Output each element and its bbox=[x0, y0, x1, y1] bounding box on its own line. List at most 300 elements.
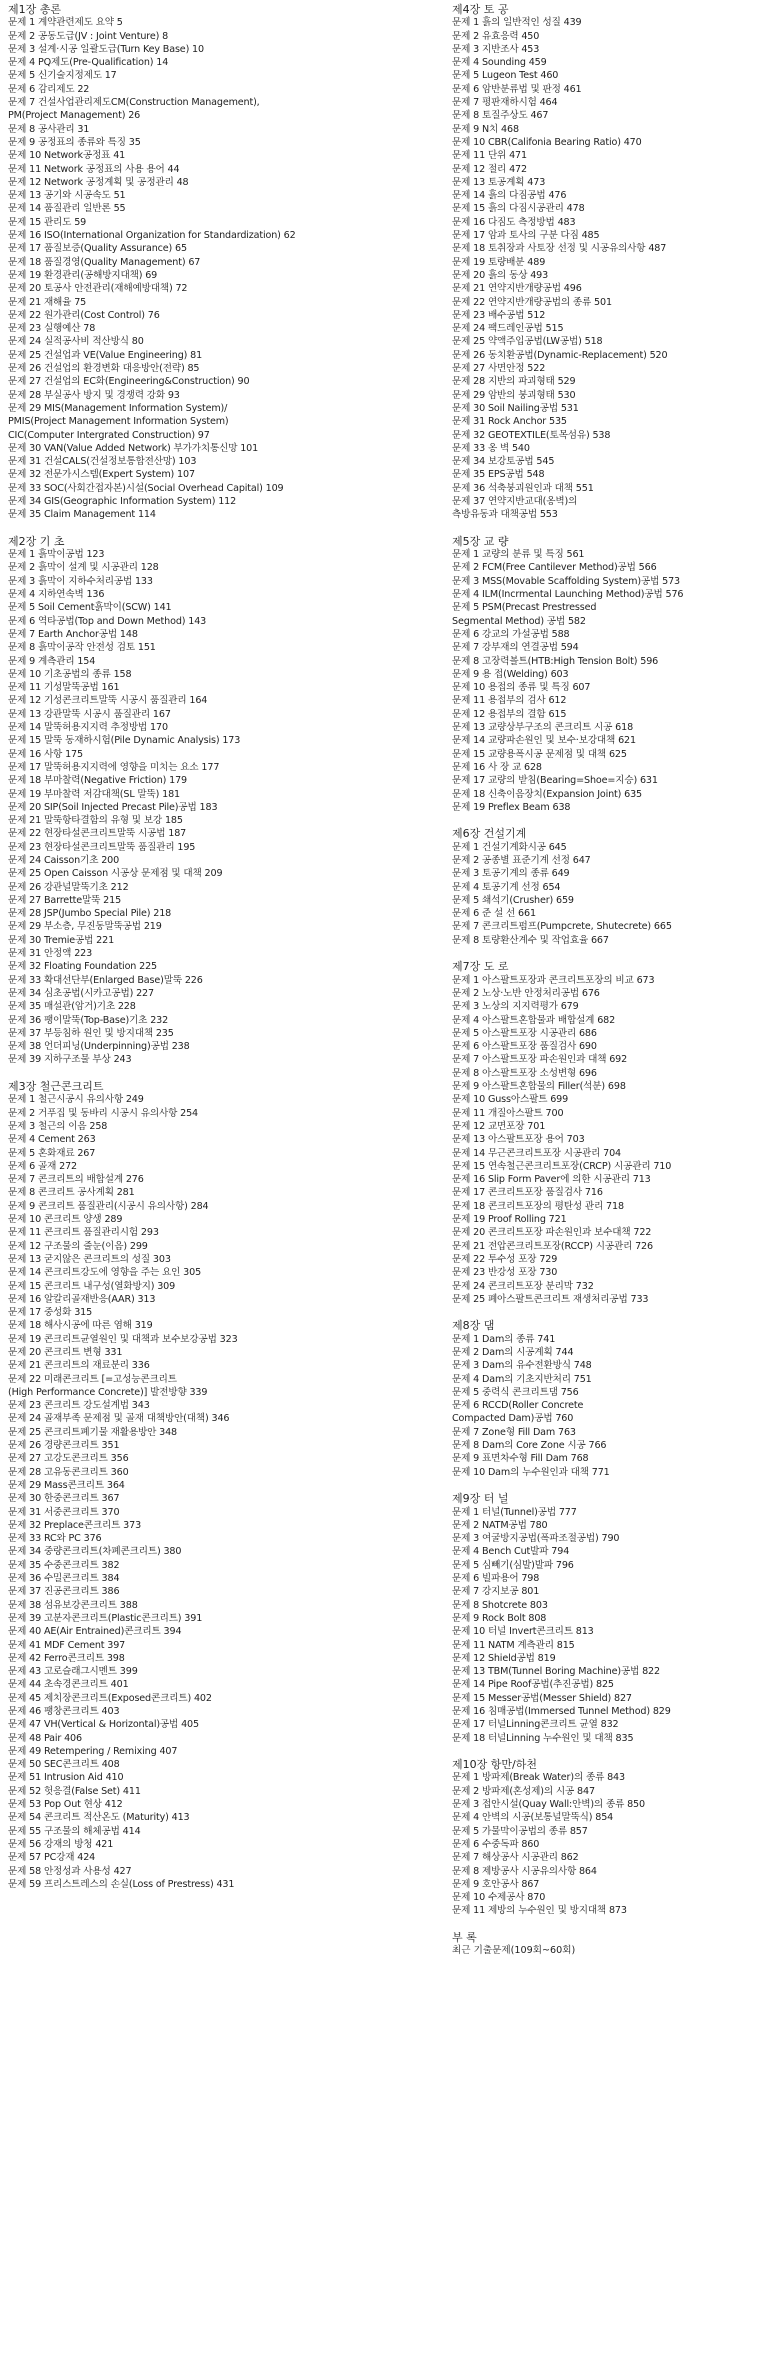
problem-entry: 문제 8 흙막이공작 안전성 검토 151 bbox=[8, 642, 156, 654]
problem-entry: 문제 14 무근콘크리트포장 시공관리 704 bbox=[452, 1147, 622, 1159]
problem-entry: 문제 8 Shotcrete 803 bbox=[452, 1599, 548, 1611]
problem-entry: 문제 9 표면차수형 Fill Dam 768 bbox=[452, 1453, 589, 1465]
problem-entry: 문제 1 방파제(Break Water)의 종류 843 bbox=[452, 1772, 625, 1784]
problem-entry: 문제 9 아스팔트혼합물의 Filler(석분) 698 bbox=[452, 1081, 626, 1093]
problem-entry: 문제 56 강재의 방청 421 bbox=[8, 1838, 114, 1850]
problem-entry: 문제 6 강교의 가설공법 588 bbox=[452, 628, 570, 640]
problem-entry: 문제 15 흙의 다짐시공관리 478 bbox=[452, 203, 585, 215]
problem-entry: 문제 7 강지보공 801 bbox=[452, 1586, 540, 1598]
chapter-title: 제2장 기 초 bbox=[8, 534, 65, 548]
problem-entry: 문제 36 석축붕괴원인과 대책 551 bbox=[452, 482, 594, 494]
chapter-section bbox=[452, 1319, 775, 1479]
problem-entry: 문제 28 지반의 파괴형태 529 bbox=[452, 376, 576, 388]
problem-entry: 문제 2 공동도급(JV : Joint Venture) 8 bbox=[8, 30, 169, 42]
problem-entry: 문제 32 Preplace콘크리트 373 bbox=[8, 1519, 142, 1531]
problem-entry: 문제 15 관리도 59 bbox=[8, 216, 87, 228]
problem-entry: 문제 34 중량콘크리트(차폐콘크리트) 380 bbox=[8, 1546, 182, 1558]
chapter-section bbox=[8, 1080, 378, 1891]
problem-entry: 문제 35 수중콘크리트 382 bbox=[8, 1559, 120, 1571]
problem-entry: 문제 8 제방공사 시공유의사항 864 bbox=[452, 1865, 597, 1877]
problem-entry: 문제 12 교면포장 701 bbox=[452, 1120, 546, 1132]
problem-entry: 문제 3 흙막이 지하수처리공법 133 bbox=[8, 575, 153, 587]
problem-entry: 문제 8 Dam의 Core Zone 시공 766 bbox=[452, 1440, 607, 1452]
problem-entry: 문제 25 건설업과 VE(Value Engineering) 81 bbox=[8, 349, 203, 361]
problem-entry: 문제 35 매설관(암거)기초 228 bbox=[8, 1001, 136, 1013]
problem-entry: 문제 6 감리제도 22 bbox=[8, 83, 90, 95]
problem-entry: 문제 5 Soil Cement흙막이(SCW) 141 bbox=[8, 602, 172, 614]
problem-entry: 문제 2 흙막이 설계 및 시공관리 128 bbox=[8, 562, 159, 574]
problem-entry: 문제 11 제방의 누수원인 및 방지대책 873 bbox=[452, 1905, 627, 1917]
section-gap bbox=[452, 814, 775, 827]
problem-entry: 문제 58 안정성과 사용성 427 bbox=[8, 1865, 132, 1877]
problem-entry: 문제 41 MDF Cement 397 bbox=[8, 1639, 126, 1651]
problem-entry: 문제 10 Network공정표 41 bbox=[8, 150, 126, 162]
problem-entry: 문제 39 지하구조물 부상 243 bbox=[8, 1054, 132, 1066]
problem-entry: 문제 27 사면안정 522 bbox=[452, 363, 546, 375]
problem-entry: 문제 5 심빼기(심발)발파 796 bbox=[452, 1559, 574, 1571]
section-gap bbox=[452, 1306, 775, 1319]
problem-entry: 문제 18 토취장과 사토장 선정 및 시공유의사항 487 bbox=[452, 243, 667, 255]
problem-entry: 문제 16 ISO(International Organization for Standardization) 62 bbox=[8, 230, 296, 242]
problem-entry: 문제 27 건설업의 EC화(Engineering&Construction) 90 bbox=[8, 376, 250, 388]
problem-entry: 문제 2 방파제(혼성제)의 시공 847 bbox=[452, 1785, 595, 1797]
problem-entry: 문제 15 콘크리트 내구성(열화방지) 309 bbox=[8, 1280, 176, 1292]
problem-entry: 문제 20 토공사 안전관리(재해예방대책) 72 bbox=[8, 283, 188, 295]
problem-entry: 문제 11 Network 공정표의 사용 용어 44 bbox=[8, 163, 180, 175]
problem-entry: 문제 2 노상·노반 안정처리공법 676 bbox=[452, 987, 600, 999]
problem-entry: 문제 55 구조물의 해체공법 414 bbox=[8, 1825, 141, 1837]
problem-entry: 문제 29 암반의 붕괴형태 530 bbox=[452, 389, 576, 401]
chapter-section bbox=[452, 1758, 775, 1918]
problem-entry: 문제 9 N치 468 bbox=[452, 123, 519, 135]
problem-entry: 문제 19 Preflex Beam 638 bbox=[452, 801, 571, 813]
problem-entry: 문제 18 부마찰력(Negative Friction) 179 bbox=[8, 775, 187, 787]
problem-entry: 문제 14 품질관리 일반론 55 bbox=[8, 203, 126, 215]
problem-entry: 문제 3 설계·시공 일괄도급(Turn Key Base) 10 bbox=[8, 43, 204, 55]
problem-entry: 문제 34 GIS(Geographic Information System) 112 bbox=[8, 495, 237, 507]
problem-entry: 문제 31 건설CALS(건설정보통합전산망) 103 bbox=[8, 456, 197, 468]
problem-list bbox=[452, 974, 775, 1306]
problem-entry: 문제 26 강관널말뚝기초 212 bbox=[8, 881, 129, 893]
problem-entry: 문제 17 콘크리트포장 품질검사 716 bbox=[452, 1187, 603, 1199]
problem-entry: 문제 13 공기와 시공속도 51 bbox=[8, 190, 126, 202]
problem-entry: 문제 16 Slip Form Paver에 의한 시공관리 713 bbox=[452, 1174, 651, 1186]
problem-entry: 문제 29 Mass콘크리트 364 bbox=[8, 1479, 125, 1491]
problem-entry: 문제 45 제치장콘크리트(Exposed콘크리트) 402 bbox=[8, 1692, 212, 1704]
problem-entry: 문제 6 아스팔트포장 품질검사 690 bbox=[452, 1041, 597, 1053]
problem-entry: 문제 38 언더피닝(Underpinning)공법 238 bbox=[8, 1041, 190, 1053]
problem-entry: 문제 8 콘크리트 공사계획 281 bbox=[8, 1187, 135, 1199]
problem-entry: 문제 23 현장타설콘크리트말뚝 품질관리 195 bbox=[8, 841, 196, 853]
problem-entry: 문제 35 Claim Management 114 bbox=[8, 509, 156, 521]
problem-entry: 문제 12 Shield공법 819 bbox=[452, 1652, 556, 1664]
problem-entry: 문제 38 섬유보강콘크리트 388 bbox=[8, 1599, 138, 1611]
chapter-title: 제8장 댐 bbox=[452, 1319, 495, 1333]
chapter-section bbox=[452, 3, 775, 522]
problem-entry: 문제 26 동치환공법(Dynamic-Replacement) 520 bbox=[452, 349, 668, 361]
problem-entry: 문제 1 아스팔트포장과 콘크리트포장의 비교 673 bbox=[452, 974, 655, 986]
problem-entry: 문제 19 환경관리(공해방지대책) 69 bbox=[8, 269, 158, 281]
problem-entry: 문제 44 초속경콘크리트 401 bbox=[8, 1679, 129, 1691]
problem-list bbox=[8, 1093, 378, 1891]
chapter-title: 제9장 터 널 bbox=[452, 1492, 509, 1506]
problem-entry: 문제 3 철근의 이음 258 bbox=[8, 1120, 108, 1132]
problem-entry: 문제 12 기성콘크리트말뚝 시공시 품질관리 164 bbox=[8, 695, 208, 707]
problem-entry: 문제 57 PC강재 424 bbox=[8, 1852, 96, 1864]
problem-entry: 문제 40 AE(Air Entrained)콘크리트 394 bbox=[8, 1626, 182, 1638]
problem-entry: 문제 7 평판재하시험 464 bbox=[452, 97, 558, 109]
problem-entry: 문제 37 진공콘크리트 386 bbox=[8, 1586, 120, 1598]
problem-entry: 문제 51 Intrusion Aid 410 bbox=[8, 1772, 124, 1784]
problem-entry: 문제 4 Sounding 459 bbox=[452, 57, 547, 69]
problem-entry: 문제 17 말뚝허용지지력에 영향을 미치는 요소 177 bbox=[8, 761, 220, 773]
problem-entry: 문제 5 중력식 콘크리트댐 756 bbox=[452, 1386, 579, 1398]
problem-entry: 문제 1 Dam의 종류 741 bbox=[452, 1333, 556, 1345]
problem-entry: 문제 6 준 설 선 661 bbox=[452, 908, 536, 920]
problem-entry: 문제 5 가물막이공법의 종류 857 bbox=[452, 1825, 588, 1837]
problem-entry: 문제 3 Dam의 유수전환방식 748 bbox=[452, 1360, 592, 1372]
problem-list bbox=[452, 16, 775, 521]
problem-entry: 문제 15 Messer공법(Messer Shield) 827 bbox=[452, 1692, 632, 1704]
appendix-item: 최근 기출문제(109회~60회) bbox=[452, 1945, 576, 1957]
problem-entry: 문제 6 RCCD(Roller Concrete bbox=[452, 1400, 584, 1412]
problem-entry: 문제 13 굳지않은 콘크리트의 성질 303 bbox=[8, 1253, 171, 1265]
problem-entry: 문제 2 Dam의 시공계획 744 bbox=[452, 1346, 574, 1358]
problem-entry: 문제 24 골재부족 문제점 및 골재 대책방안(대책) 346 bbox=[8, 1413, 230, 1425]
problem-entry: 문제 1 흙의 일반적인 성질 439 bbox=[452, 17, 582, 29]
right-chapters bbox=[452, 3, 775, 1918]
problem-entry: 문제 10 Guss아스팔트 699 bbox=[452, 1094, 569, 1106]
problem-entry: 문제 32 Floating Foundation 225 bbox=[8, 961, 157, 973]
problem-entry: 문제 27 고강도콘크리트 356 bbox=[8, 1453, 129, 1465]
problem-entry: 문제 7 건설사업관리제도CM(Construction Management), bbox=[8, 97, 260, 109]
appendix-title: 부 록 bbox=[452, 1931, 477, 1945]
problem-list bbox=[452, 548, 775, 814]
problem-entry: 문제 22 투수성 포장 729 bbox=[452, 1253, 558, 1265]
problem-entry: 문제 30 Tremie공법 221 bbox=[8, 934, 115, 946]
problem-entry: 문제 1 건설기계화시공 645 bbox=[452, 841, 567, 853]
problem-entry: 문제 24 Caisson기초 200 bbox=[8, 855, 120, 866]
problem-entry: 문제 28 JSP(Jumbo Special Pile) 218 bbox=[8, 908, 172, 920]
problem-entry: 문제 21 연약지반개량공법 496 bbox=[452, 283, 582, 295]
problem-entry: 문제 2 유효응력 450 bbox=[452, 30, 540, 42]
problem-entry: 문제 17 터널Linning콘크리트 균열 832 bbox=[452, 1719, 619, 1731]
problem-entry: 문제 23 실행예산 78 bbox=[8, 323, 96, 335]
problem-entry: 문제 17 중성화 315 bbox=[8, 1307, 93, 1319]
problem-list bbox=[452, 1506, 775, 1745]
section-gap bbox=[452, 522, 775, 535]
problem-entry: 문제 33 SOC(사회간접자본)시설(Social Overhead Capital) 109 bbox=[8, 482, 284, 494]
section-gap bbox=[8, 1067, 378, 1080]
problem-entry: 문제 1 흙막이공법 123 bbox=[8, 549, 105, 561]
problem-entry: 문제 11 용접부의 검사 612 bbox=[452, 695, 567, 707]
problem-entry: 문제 3 지반조사 453 bbox=[452, 43, 540, 55]
chapter-section bbox=[452, 960, 775, 1306]
problem-entry: 문제 42 Ferro콘크리트 398 bbox=[8, 1652, 125, 1664]
problem-entry: 문제 2 공종별 표준기계 선정 647 bbox=[452, 855, 591, 866]
problem-list bbox=[452, 1771, 775, 1917]
problem-entry: 문제 16 다짐도 측정방법 483 bbox=[452, 216, 576, 228]
problem-entry: 문제 2 NATM공법 780 bbox=[452, 1519, 548, 1531]
problem-entry: 문제 18 신축이음장치(Expansion Joint) 635 bbox=[452, 788, 643, 800]
problem-entry: 문제 8 공사관리 31 bbox=[8, 123, 90, 135]
problem-entry: 문제 28 고유동콘크리트 360 bbox=[8, 1466, 129, 1478]
problem-entry: 문제 6 빌파용어 798 bbox=[452, 1573, 540, 1585]
problem-entry: 문제 5 쇄석기(Crusher) 659 bbox=[452, 894, 574, 906]
problem-entry: 문제 5 Lugeon Test 460 bbox=[452, 70, 559, 82]
section-gap bbox=[452, 1918, 775, 1931]
problem-entry: 문제 20 흙의 동상 493 bbox=[452, 269, 549, 281]
problem-entry: 문제 3 MSS(Movable Scaffolding System)공법 573 bbox=[452, 575, 680, 587]
problem-entry: 문제 12 용접부의 결함 615 bbox=[452, 708, 567, 720]
problem-entry: 문제 4 ILM(Incrmental Launching Method)공법 576 bbox=[452, 589, 684, 601]
chapter-title: 제4장 토 공 bbox=[452, 3, 509, 16]
problem-entry: 문제 5 PSM(Precast Prestressed bbox=[452, 602, 597, 614]
problem-entry: 문제 3 토공기계의 종류 649 bbox=[452, 868, 570, 880]
problem-entry: 문제 34 심초공법(시카고공법) 227 bbox=[8, 987, 154, 999]
problem-entry: 문제 15 말뚝 동재하시험(Pile Dynamic Analysis) 173 bbox=[8, 735, 241, 747]
problem-entry: 문제 30 VAN(Value Added Network) 부가가치통신망 101 bbox=[8, 442, 259, 454]
problem-entry: 문제 52 헛응결(False Set) 411 bbox=[8, 1785, 141, 1797]
problem-entry: 문제 10 Dam의 누수원인과 대책 771 bbox=[452, 1466, 610, 1478]
chapter-section bbox=[452, 827, 775, 947]
problem-entry: 문제 18 터널Linning 누수원인 및 대책 835 bbox=[452, 1732, 634, 1744]
problem-entry: 문제 34 보강토공법 545 bbox=[452, 456, 555, 468]
problem-entry: 문제 22 연약지반개량공법의 종류 501 bbox=[452, 296, 612, 308]
problem-entry: 문제 48 Pair 406 bbox=[8, 1732, 82, 1744]
problem-entry: 문제 8 아스팔트포장 소성변형 696 bbox=[452, 1067, 597, 1079]
problem-entry: 문제 25 콘크리트폐기물 재활용방안 348 bbox=[8, 1426, 178, 1438]
problem-entry: 문제 25 Open Caisson 시공상 문제점 및 대책 209 bbox=[8, 868, 223, 880]
problem-entry: 문제 37 연약지반교대(옹벽)의 bbox=[452, 495, 578, 507]
problem-entry: 문제 26 건설업의 환경변화 대응방안(전략) 85 bbox=[8, 363, 200, 375]
problem-entry: 문제 13 TBM(Tunnel Boring Machine)공법 822 bbox=[452, 1666, 660, 1678]
problem-entry: 문제 29 MIS(Management Information System)/ bbox=[8, 402, 228, 414]
problem-entry: 문제 17 교량의 받침(Bearing=Shoe=지승) 631 bbox=[452, 775, 658, 787]
problem-entry: 문제 36 팽이말뚝(Top-Base)기초 232 bbox=[8, 1014, 169, 1026]
problem-entry: 문제 2 FCM(Free Cantilever Method)공법 566 bbox=[452, 562, 657, 574]
problem-entry: 문제 23 배수공법 512 bbox=[452, 309, 546, 321]
chapter-title: 제6장 건설기계 bbox=[452, 827, 527, 841]
problem-entry: 문제 7 콘크리트의 배합설계 276 bbox=[8, 1174, 144, 1186]
problem-entry: 문제 4 아스팔트혼합물과 배합설계 682 bbox=[452, 1014, 616, 1026]
problem-entry: CIC(Computer Intergrated Construction) 97 bbox=[8, 429, 210, 441]
problem-entry: 문제 6 암반분류법 및 판정 461 bbox=[452, 83, 582, 95]
problem-entry: 문제 10 터널 Invert콘크리트 813 bbox=[452, 1626, 594, 1638]
section-gap bbox=[452, 947, 775, 960]
chapter-title: 제1장 총론 bbox=[8, 3, 61, 16]
section-gap bbox=[8, 522, 378, 535]
problem-entry: 문제 10 CBR(Califonia Bearing Ratio) 470 bbox=[452, 136, 642, 148]
problem-entry: 문제 10 용접의 종류 및 특징 607 bbox=[452, 682, 591, 694]
problem-entry: 문제 19 토량배분 489 bbox=[452, 256, 546, 268]
problem-entry: 문제 9 공정표의 종류와 특징 35 bbox=[8, 136, 141, 148]
problem-entry: 문제 24 팩드레인공법 515 bbox=[452, 323, 564, 335]
problem-entry: Segmental Method) 공법 582 bbox=[452, 615, 586, 627]
problem-entry: 문제 35 EPS공법 548 bbox=[452, 469, 545, 481]
problem-entry: 문제 6 골재 272 bbox=[8, 1160, 77, 1172]
problem-entry: 문제 4 안벽의 시공(보통널말뚝식) 854 bbox=[452, 1812, 614, 1824]
problem-entry: PM(Project Management) 26 bbox=[8, 110, 141, 122]
problem-entry: 문제 31 안정액 223 bbox=[8, 948, 93, 960]
problem-entry: 문제 14 Pipe Roof공법(추진공법) 825 bbox=[452, 1679, 614, 1691]
problem-entry: 문제 1 터널(Tunnel)공법 777 bbox=[452, 1506, 577, 1518]
problem-entry: 문제 31 Rock Anchor 535 bbox=[452, 416, 567, 428]
problem-entry: 문제 36 수밀콘크리트 384 bbox=[8, 1573, 120, 1585]
appendix bbox=[452, 1931, 775, 1958]
problem-entry: 문제 14 콘크리트강도에 영향을 주는 요인 305 bbox=[8, 1267, 202, 1279]
problem-entry: 문제 7 강부재의 연결공법 594 bbox=[452, 642, 579, 654]
problem-entry: 문제 10 기초공법의 종류 158 bbox=[8, 668, 132, 680]
problem-entry: 문제 12 절리 472 bbox=[452, 163, 527, 175]
problem-entry: 문제 20 SIP(Soil Injected Precast Pile)공법 183 bbox=[8, 801, 218, 813]
chapter-title: 제7장 도 로 bbox=[452, 960, 509, 974]
problem-entry: 문제 18 품질경영(Quality Management) 67 bbox=[8, 256, 201, 268]
problem-entry: 문제 3 여굴방지공법(폭파조절공법) 790 bbox=[452, 1533, 620, 1545]
problem-entry: 문제 7 Earth Anchor공법 148 bbox=[8, 628, 138, 640]
problem-entry: 문제 19 부마찰력 저감대책(SL 말뚝) 181 bbox=[8, 788, 180, 800]
chapter-section bbox=[8, 535, 378, 1067]
section-gap bbox=[452, 1745, 775, 1758]
problem-entry: 문제 39 고분자콘크리트(Plastic콘크리트) 391 bbox=[8, 1612, 203, 1624]
chapter-section bbox=[452, 1492, 775, 1745]
problem-entry: 문제 25 폐아스팔트콘크리트 재생처리공법 733 bbox=[452, 1293, 649, 1305]
toc-right-column bbox=[452, 3, 775, 1958]
problem-entry: 문제 19 Proof Rolling 721 bbox=[452, 1214, 567, 1226]
problem-entry: 문제 21 전압콘크리트포장(RCCP) 시공관리 726 bbox=[452, 1240, 653, 1252]
problem-entry: 문제 32 GEOTEXTILE(토목섬유) 538 bbox=[452, 429, 611, 441]
problem-entry: 문제 20 콘크리트포장 파손원인과 보수대책 722 bbox=[452, 1227, 652, 1239]
problem-entry: 문제 4 Cement 263 bbox=[8, 1134, 96, 1146]
problem-entry: 문제 22 원가관리(Cost Control) 76 bbox=[8, 309, 160, 321]
problem-entry: 문제 16 알칼리골재반응(AAR) 313 bbox=[8, 1293, 156, 1305]
chapter-section bbox=[8, 3, 378, 522]
problem-entry: 문제 22 현장타설콘크리트말뚝 시공법 187 bbox=[8, 828, 187, 840]
problem-list bbox=[8, 16, 378, 521]
problem-entry: 문제 19 콘크리트균열원인 및 대책과 보수보강공법 323 bbox=[8, 1333, 238, 1345]
problem-entry: 문제 43 고로슬래그시멘트 399 bbox=[8, 1666, 138, 1678]
problem-entry: 문제 10 수제공사 870 bbox=[452, 1892, 546, 1904]
section-gap bbox=[452, 1479, 775, 1492]
problem-entry: 문제 16 침매공법(Immersed Tunnel Method) 829 bbox=[452, 1706, 671, 1717]
problem-entry: 문제 33 옹 벽 540 bbox=[452, 442, 530, 454]
problem-entry: 문제 22 미래콘크리트 [=고성능콘크리트 bbox=[8, 1373, 177, 1385]
problem-entry: 문제 4 Dam의 기초지반처리 751 bbox=[452, 1373, 592, 1385]
problem-entry: 문제 3 접안시설(Quay Wall:안벽)의 종류 850 bbox=[452, 1799, 645, 1811]
problem-entry: 문제 5 아스팔트포장 시공관리 686 bbox=[452, 1027, 597, 1039]
problem-entry: 문제 13 아스팔트포장 용어 703 bbox=[452, 1134, 585, 1146]
problem-entry: 문제 8 토량환산계수 및 작업효율 667 bbox=[452, 934, 609, 946]
problem-entry: 문제 54 콘크리트 적산온도 (Maturity) 413 bbox=[8, 1812, 190, 1824]
problem-entry: 문제 6 역타공법(Top and Down Method) 143 bbox=[8, 615, 207, 627]
problem-entry: 문제 7 아스팔트포장 파손원인과 대책 692 bbox=[452, 1054, 628, 1066]
problem-entry: 문제 33 RC와 PC 376 bbox=[8, 1533, 102, 1545]
problem-entry: 문제 23 반강성 포장 730 bbox=[452, 1267, 558, 1279]
problem-entry: 문제 9 계측관리 154 bbox=[8, 655, 96, 667]
problem-entry: 문제 15 교량용폭시공 문제점 및 대책 625 bbox=[452, 748, 627, 760]
problem-entry: 문제 28 부실공사 방지 및 경쟁력 강화 93 bbox=[8, 389, 180, 401]
problem-entry: 문제 13 토공계획 473 bbox=[452, 176, 546, 188]
problem-entry: 문제 30 Soil Nailing공법 531 bbox=[452, 402, 579, 414]
problem-entry: 문제 21 재해율 75 bbox=[8, 296, 87, 308]
problem-entry: 문제 14 말뚝허용지지력 추정방법 170 bbox=[8, 722, 168, 734]
problem-entry: 문제 23 콘크리트 강도설계법 343 bbox=[8, 1400, 150, 1412]
problem-entry: 문제 8 토질주상도 467 bbox=[452, 110, 549, 122]
problem-entry: 문제 17 품질보증(Quality Assurance) 65 bbox=[8, 243, 187, 255]
problem-entry: 문제 24 콘크리트포장 분리막 732 bbox=[452, 1280, 594, 1292]
problem-entry: 문제 9 호안공사 867 bbox=[452, 1878, 540, 1890]
problem-entry: 문제 18 콘크리트포장의 평탄성 관리 718 bbox=[452, 1200, 624, 1212]
problem-entry: 문제 33 확대선단부(Enlarged Base)말뚝 226 bbox=[8, 974, 203, 986]
problem-entry: 문제 27 Barrette말뚝 215 bbox=[8, 894, 122, 906]
problem-entry: 문제 24 실적공사비 적산방식 80 bbox=[8, 336, 144, 348]
problem-entry: 문제 14 교량파손원인 및 보수·보강대책 621 bbox=[452, 735, 636, 747]
problem-entry: 문제 5 신기술지정제도 17 bbox=[8, 70, 117, 82]
problem-entry: 문제 31 서중콘크리트 370 bbox=[8, 1506, 120, 1518]
problem-entry: 문제 37 부등침하 원인 및 방지대책 235 bbox=[8, 1027, 174, 1039]
problem-entry: 문제 25 약액주입공법(LW공법) 518 bbox=[452, 336, 603, 348]
problem-entry: 문제 4 지하연속벽 136 bbox=[8, 589, 105, 601]
problem-entry: 문제 9 용 접(Welding) 603 bbox=[452, 668, 569, 680]
problem-entry: 문제 17 암과 토사의 구분 다짐 485 bbox=[452, 230, 600, 242]
problem-entry: 문제 13 교량상부구조의 콘크리트 시공 618 bbox=[452, 722, 634, 734]
problem-entry: 문제 16 사 장 교 628 bbox=[452, 761, 542, 773]
problem-entry: 문제 4 토공기계 선정 654 bbox=[452, 881, 561, 893]
problem-entry: 문제 11 콘크리트 품질관리시험 293 bbox=[8, 1227, 159, 1239]
chapter-section bbox=[452, 535, 775, 814]
problem-list bbox=[452, 1333, 775, 1479]
problem-entry: 문제 6 수중독파 860 bbox=[452, 1838, 540, 1850]
problem-entry: 문제 53 Pop Out 현상 412 bbox=[8, 1799, 123, 1811]
problem-entry: 문제 16 사항 175 bbox=[8, 748, 83, 760]
problem-entry: 문제 10 콘크리트 양생 289 bbox=[8, 1214, 123, 1226]
problem-entry: 문제 59 프리스트레스의 손실(Loss of Prestress) 431 bbox=[8, 1878, 235, 1890]
chapter-title: 제3장 철근콘크리트 bbox=[8, 1080, 104, 1094]
problem-entry: 문제 11 단위 471 bbox=[452, 150, 527, 162]
problem-entry: 문제 21 콘크리트의 재료분리 336 bbox=[8, 1360, 150, 1372]
problem-entry: 문제 11 개질아스팔트 700 bbox=[452, 1107, 564, 1119]
problem-entry: 문제 12 Network 공정계획 및 공정관리 48 bbox=[8, 176, 189, 188]
chapter-title: 제10장 항만/하천 bbox=[452, 1758, 537, 1772]
chapter-title: 제5장 교 량 bbox=[452, 534, 509, 548]
problem-list bbox=[452, 841, 775, 947]
toc-left-column bbox=[8, 3, 378, 1891]
problem-entry: 문제 32 전문가시스템(Expert System) 107 bbox=[8, 469, 195, 481]
problem-entry: 문제 2 거푸집 및 동바리 시공시 유의사항 254 bbox=[8, 1107, 198, 1119]
problem-entry: 문제 7 해상공사 시공관리 862 bbox=[452, 1852, 579, 1864]
problem-entry: 문제 11 기성말뚝공법 161 bbox=[8, 682, 120, 694]
problem-entry: 문제 18 해사시공에 따른 염해 319 bbox=[8, 1320, 153, 1332]
problem-entry: 문제 26 경량콘크리트 351 bbox=[8, 1440, 120, 1452]
problem-entry: 문제 49 Retempering / Remixing 407 bbox=[8, 1745, 178, 1757]
problem-entry: 문제 21 말뚝항타결함의 유형 및 보강 185 bbox=[8, 815, 183, 827]
problem-entry: 문제 1 계약관련제도 요약 5 bbox=[8, 17, 123, 29]
problem-entry: PMIS(Project Management Information System) bbox=[8, 416, 229, 428]
problem-entry: 문제 20 콘크리트 변형 331 bbox=[8, 1346, 123, 1358]
problem-entry: 문제 14 흙의 다짐공법 476 bbox=[452, 190, 567, 202]
problem-entry: Compacted Dam)공법 760 bbox=[452, 1413, 574, 1425]
problem-entry: 문제 7 콘크리트펌프(Pumpcrete, Shutecrete) 665 bbox=[452, 921, 672, 933]
problem-entry: 문제 15 연속철근콘크리트포장(CRCP) 시공관리 710 bbox=[452, 1160, 672, 1172]
problem-entry: 문제 11 NATM 계측관리 815 bbox=[452, 1639, 575, 1651]
problem-entry: 문제 8 고장력볼트(HTB:High Tension Bolt) 596 bbox=[452, 655, 659, 667]
problem-list bbox=[8, 548, 378, 1067]
problem-entry: (High Performance Concrete)] 발전방향 339 bbox=[8, 1386, 208, 1398]
problem-entry: 문제 30 한중콘크리트 367 bbox=[8, 1493, 120, 1505]
problem-entry: 문제 1 철근시공시 유의사항 249 bbox=[8, 1094, 144, 1106]
problem-entry: 문제 5 혼화재료 267 bbox=[8, 1147, 96, 1159]
problem-entry: 문제 3 노상의 지지력평가 679 bbox=[452, 1001, 579, 1013]
